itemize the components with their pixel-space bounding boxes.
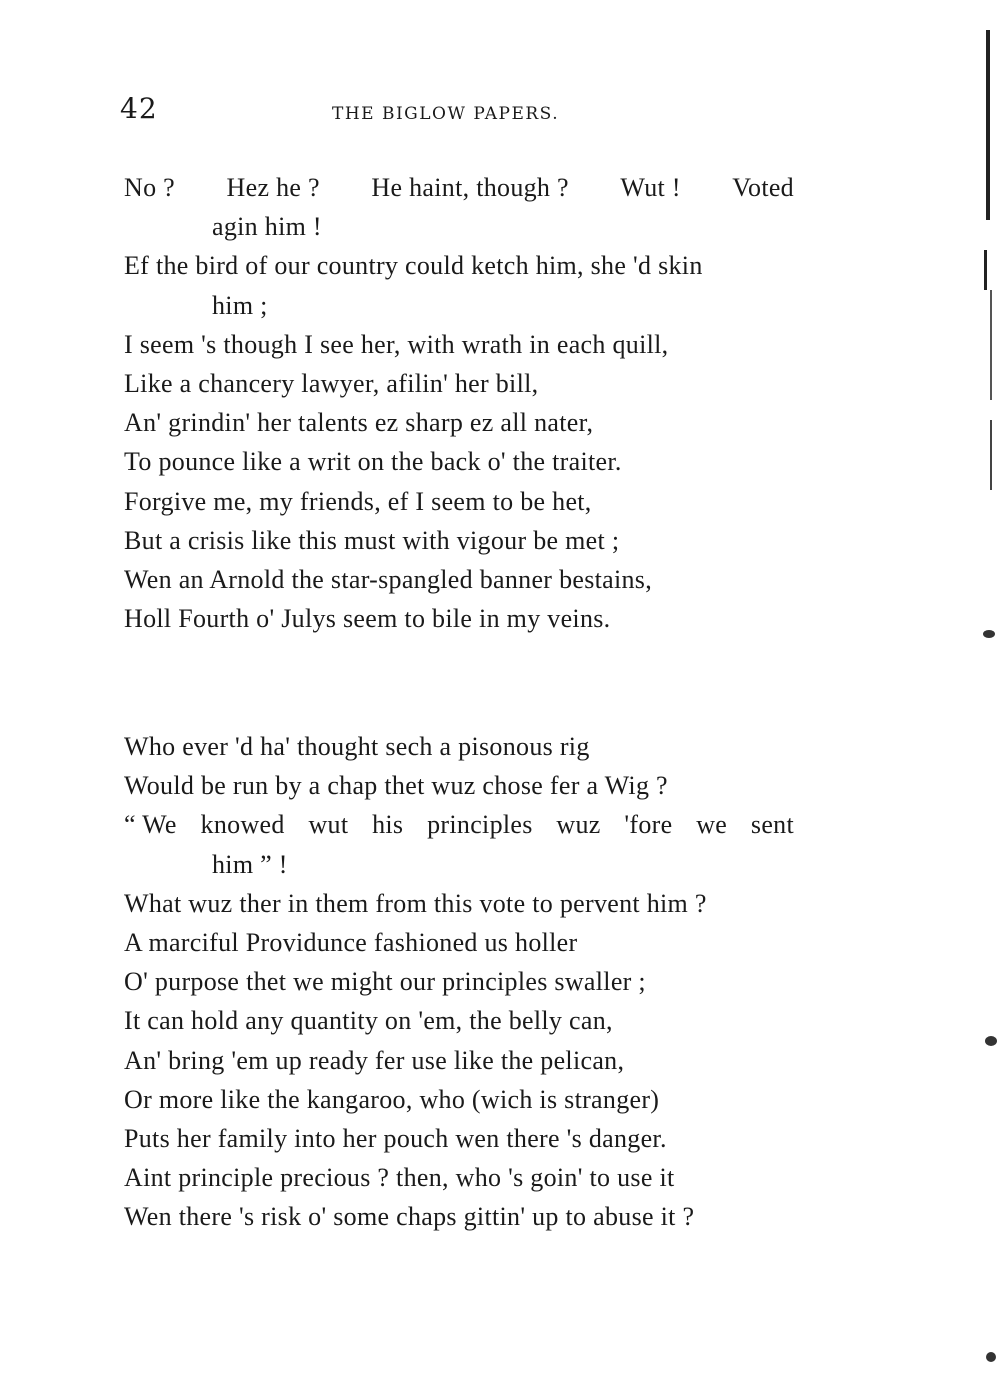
- scan-edge-line: [990, 290, 992, 400]
- verse-word: wuz: [556, 810, 601, 840]
- verse-word: wut: [308, 810, 349, 840]
- verse-line: Ef the bird of our country could ketch him, she 'd skin: [124, 251, 703, 281]
- verse-line-continuation: agin him !: [212, 212, 322, 242]
- verse-line: Puts her family into her pouch wen there 's danger.: [124, 1123, 667, 1153]
- verse-word: knowed: [200, 810, 285, 840]
- page-number: 42: [120, 92, 158, 125]
- scan-smudge: [985, 1036, 997, 1046]
- verse-word: Wut !: [620, 173, 681, 202]
- scan-edge-line: [984, 250, 987, 290]
- verse-line: Holl Fourth o' Julys seem to bile in my veins.: [124, 604, 611, 634]
- verse-line: But a crisis like this must with vigour be met ;: [124, 525, 620, 555]
- stanza-1: [124, 168, 794, 638]
- verse-word: “ We: [124, 810, 177, 840]
- scan-smudge: [983, 630, 995, 638]
- verse-word: principles: [427, 810, 533, 840]
- verse-word: sent: [750, 810, 794, 840]
- verse-line: Wen there 's risk o' some chaps gittin' up to abuse it ?: [124, 1202, 695, 1232]
- verse-line: An' grindin' her talents ez sharp ez all nater,: [124, 408, 594, 438]
- verse-line: O' purpose thet we might our principles swaller ;: [124, 967, 646, 997]
- verse-line: Like a chancery lawyer, afilin' her bill,: [124, 368, 539, 398]
- verse-word: Hez he ?: [226, 173, 320, 202]
- running-head: THE BIGLOW PAPERS.: [332, 104, 560, 124]
- verse-line-continuation: him ” !: [212, 849, 288, 879]
- verse-line: Forgive me, my friends, ef I seem to be het,: [124, 486, 592, 516]
- verse-word: 'fore: [624, 810, 673, 840]
- verse-word: Voted: [732, 173, 794, 202]
- verse-line: Aint principle precious ? then, who 's goin' to use it: [124, 1163, 675, 1193]
- verse-line-continuation: him ;: [212, 290, 268, 320]
- verse-word: we: [696, 810, 728, 840]
- verse-line: A marciful Providunce fashioned us holler: [124, 927, 578, 957]
- verse-line: Would be run by a chap thet wuz chose fer a Wig ?: [124, 771, 668, 801]
- verse-word: He haint, though ?: [371, 173, 569, 202]
- verse-line: Wen an Arnold the star-spangled banner bestains,: [124, 564, 653, 594]
- stanza-2: [124, 727, 794, 1236]
- verse-line: To pounce like a writ on the back o' the traiter.: [124, 447, 622, 477]
- verse-line: Or more like the kangaroo, who (wich is stranger): [124, 1084, 660, 1114]
- verse-word: No ?: [124, 173, 176, 202]
- scan-smudge: [986, 1352, 996, 1362]
- verse-line: What wuz ther in them from this vote to pervent him ?: [124, 888, 707, 918]
- verse-line: It can hold any quantity on 'em, the belly can,: [124, 1006, 613, 1036]
- verse-line: I seem 's though I see her, with wrath in each quill,: [124, 329, 669, 359]
- verse-word: his: [372, 810, 404, 840]
- verse-line: Who ever 'd ha' thought sech a pisonous rig: [124, 732, 590, 761]
- verse-line: [124, 168, 794, 207]
- verse-line: An' bring 'em up ready fer use like the pelican,: [124, 1045, 625, 1075]
- verse-line: [124, 805, 794, 844]
- scan-edge-line: [990, 420, 992, 490]
- scan-edge-line: [986, 30, 990, 220]
